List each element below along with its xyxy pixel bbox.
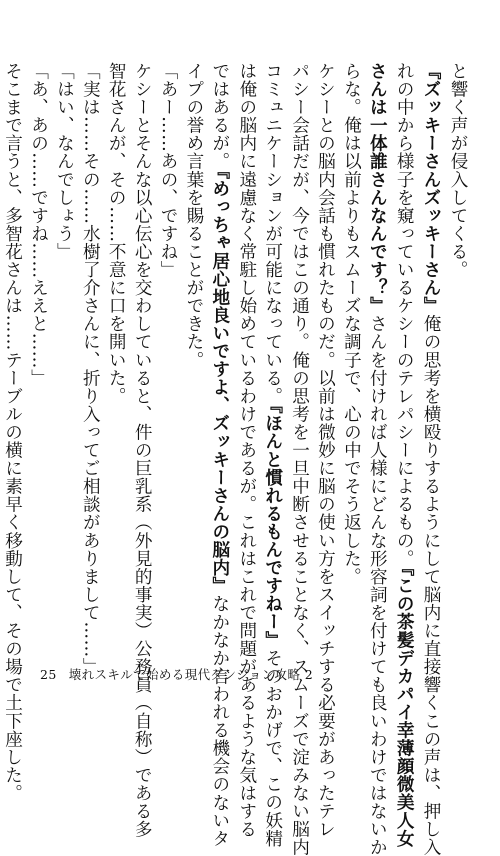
text-line (51, 62, 77, 644)
telepathy-text: 『ほんと慣れるもんですねー』 (262, 404, 284, 649)
narration-text: コミュニケーションが可能になっている。 (262, 62, 283, 405)
text-line (286, 62, 312, 856)
telepathy-text: 『ズッキーさんズッキーさん』 (421, 62, 443, 315)
text-line (312, 62, 338, 839)
text-line (233, 62, 259, 839)
text-line (337, 62, 363, 644)
narration-text: ケシーとの脳内会話も慣れたものだ。以前は微妙に脳の使い方をスイッチする必要があったテレ (315, 62, 336, 839)
narration-text: なかなか言われる機会のないタ (209, 594, 230, 848)
narration-text: は俺の脳内に遠慮なく常駐し始めているわけであるが。これはこれで問題があるような気はする (236, 62, 257, 839)
narration-text: ケシーとそんな以心伝心を交わしていると、件の巨乳系（外見的事実）公務員（自称）である多 (132, 62, 153, 839)
narration-text: と響く声が侵入してくる。 (448, 62, 468, 279)
text-line (390, 62, 417, 848)
narration-text: そのおかげで、この妖精 (262, 648, 283, 848)
narration-text: そこまで言うと、多智花さんは……テーブルの横に素早く移動して、その場で土下座した。 (2, 62, 23, 803)
narration-text: イプの誉め言葉を賜ることができた。 (183, 62, 204, 369)
text-line (128, 62, 154, 839)
narration-text: 「あー……あの、ですね」 (158, 62, 179, 279)
text-line (102, 62, 128, 644)
text-line (206, 62, 233, 848)
text-line (0, 62, 25, 803)
telepathy-text: さんは一体誰さんなんです？』 (367, 62, 389, 315)
narration-text: 「あ、あの……ですね……ええと……」 (28, 62, 49, 387)
text-line (444, 62, 470, 644)
narration-text: さんを付ければ人様にどんな形容詞を付けても良いわけではないか (367, 314, 388, 856)
narration-text: 智花さんが、その……不意に口を開いた。 (106, 62, 127, 405)
text-line (363, 62, 390, 856)
page-number: 25 (40, 667, 57, 682)
book-title: 壊れスキルで始める現代ダンジョン攻略 2 (68, 667, 314, 682)
narration-text: 「はい、なんでしょう」 (54, 62, 75, 261)
text-line (76, 62, 102, 676)
page-footer (40, 665, 325, 683)
narration-text: パシー会話だが、今ではこの通り。俺の思考を一旦中断させることなく、スムーズで淀みない脳内 (289, 62, 310, 856)
text-line (154, 62, 180, 644)
narration-text: 「実は……その……水樹了介さんに、折り入ってご相談がありまして……」 (80, 62, 101, 676)
text-line (180, 62, 206, 644)
narration-text: らな。俺は以前よりもスムーズな調子で、心の中でそう返した。 (341, 62, 362, 586)
narration-text: 俺の思考を横殴りするようにして脳内に直接響くこの声は、押し入 (421, 314, 442, 856)
narration-text: れの中から様子を窺っているケシーのテレパシーによるもの。 (394, 62, 415, 568)
text-line (259, 62, 286, 848)
telepathy-text: 『めっちゃ居心地良いですよ、ズッキーさんの脳内』 (209, 170, 231, 595)
telepathy-text: 『この茶髪デカパイ幸薄顔微美人女 (394, 567, 416, 848)
text-line (25, 62, 51, 644)
narration-text: ではあるが。 (209, 62, 230, 171)
text-line (417, 62, 444, 856)
